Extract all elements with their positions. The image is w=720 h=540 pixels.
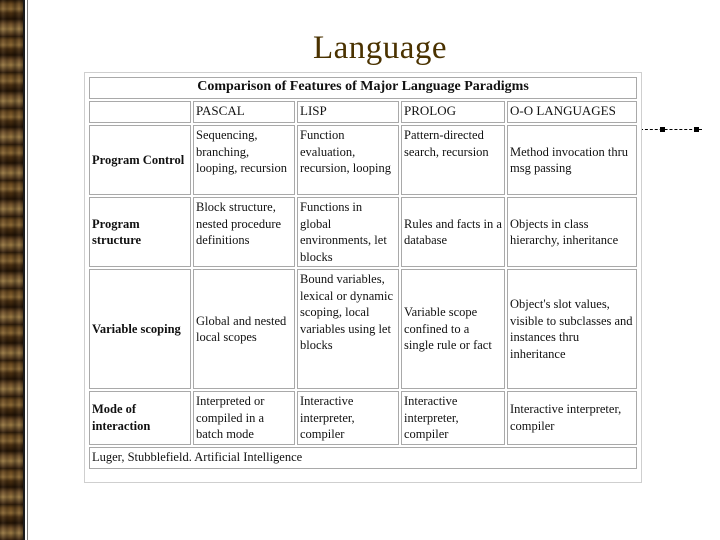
table-source: Luger, Stubblefield. Artificial Intelligence (89, 447, 637, 469)
table-cell: Sequencing, branching, looping, recursion (193, 125, 295, 195)
table-cell: Function evaluation, recursion, looping (297, 125, 399, 195)
table-cell: Global and nested local scopes (193, 269, 295, 389)
table-row (89, 269, 637, 389)
table-row (89, 197, 637, 267)
table-cell: Object's slot values, visible to subclasses and instances thru inheritance (507, 269, 637, 389)
table-cell: Variable scope confined to a single rule or fact (401, 269, 505, 389)
column-header-pascal: PASCAL (193, 101, 295, 123)
slide-title: Language (312, 30, 448, 66)
column-header-prolog: PROLOG (401, 101, 505, 123)
table-row (89, 391, 637, 445)
table-cell: Bound variables, lexical or dynamic scoping, local variables using let blocks (297, 269, 399, 389)
comparison-table (87, 75, 639, 471)
table-cell: Interactive interpreter, compiler (401, 391, 505, 445)
table-row (89, 125, 637, 195)
table-caption: Comparison of Features of Major Language Paradigms (89, 77, 637, 99)
table-cell: Method invocation thru msg passing (507, 125, 637, 195)
column-header-lisp: LISP (297, 101, 399, 123)
decorative-dot (694, 127, 699, 132)
table-cell: Block structure, nested procedure definitions (193, 197, 295, 267)
table-caption-row (89, 77, 637, 99)
table-cell: Interactive interpreter, compiler (507, 391, 637, 445)
decorative-dashed-line (640, 129, 702, 130)
table-cell: Interactive interpreter, compiler (297, 391, 399, 445)
row-header: Program Control (89, 125, 191, 195)
border-divider-line (23, 0, 25, 540)
scanned-table-image (84, 72, 642, 483)
table-cell: Interpreted or compiled in a batch mode (193, 391, 295, 445)
table-cell: Functions in global environments, let blocks (297, 197, 399, 267)
table-header-row (89, 101, 637, 123)
header-empty-cell (89, 101, 191, 123)
row-header: Variable scoping (89, 269, 191, 389)
column-header-oo-languages: O-O LANGUAGES (507, 101, 637, 123)
table-source-row (89, 447, 637, 469)
decorative-dot (660, 127, 665, 132)
border-divider-line-thin (27, 0, 28, 540)
row-header: Mode of interaction (89, 391, 191, 445)
row-header: Program structure (89, 197, 191, 267)
table-cell: Pattern-directed search, recursion (401, 125, 505, 195)
table-cell: Rules and facts in a database (401, 197, 505, 267)
decorative-wood-border (0, 0, 23, 540)
table-cell: Objects in class hierarchy, inheritance (507, 197, 637, 267)
